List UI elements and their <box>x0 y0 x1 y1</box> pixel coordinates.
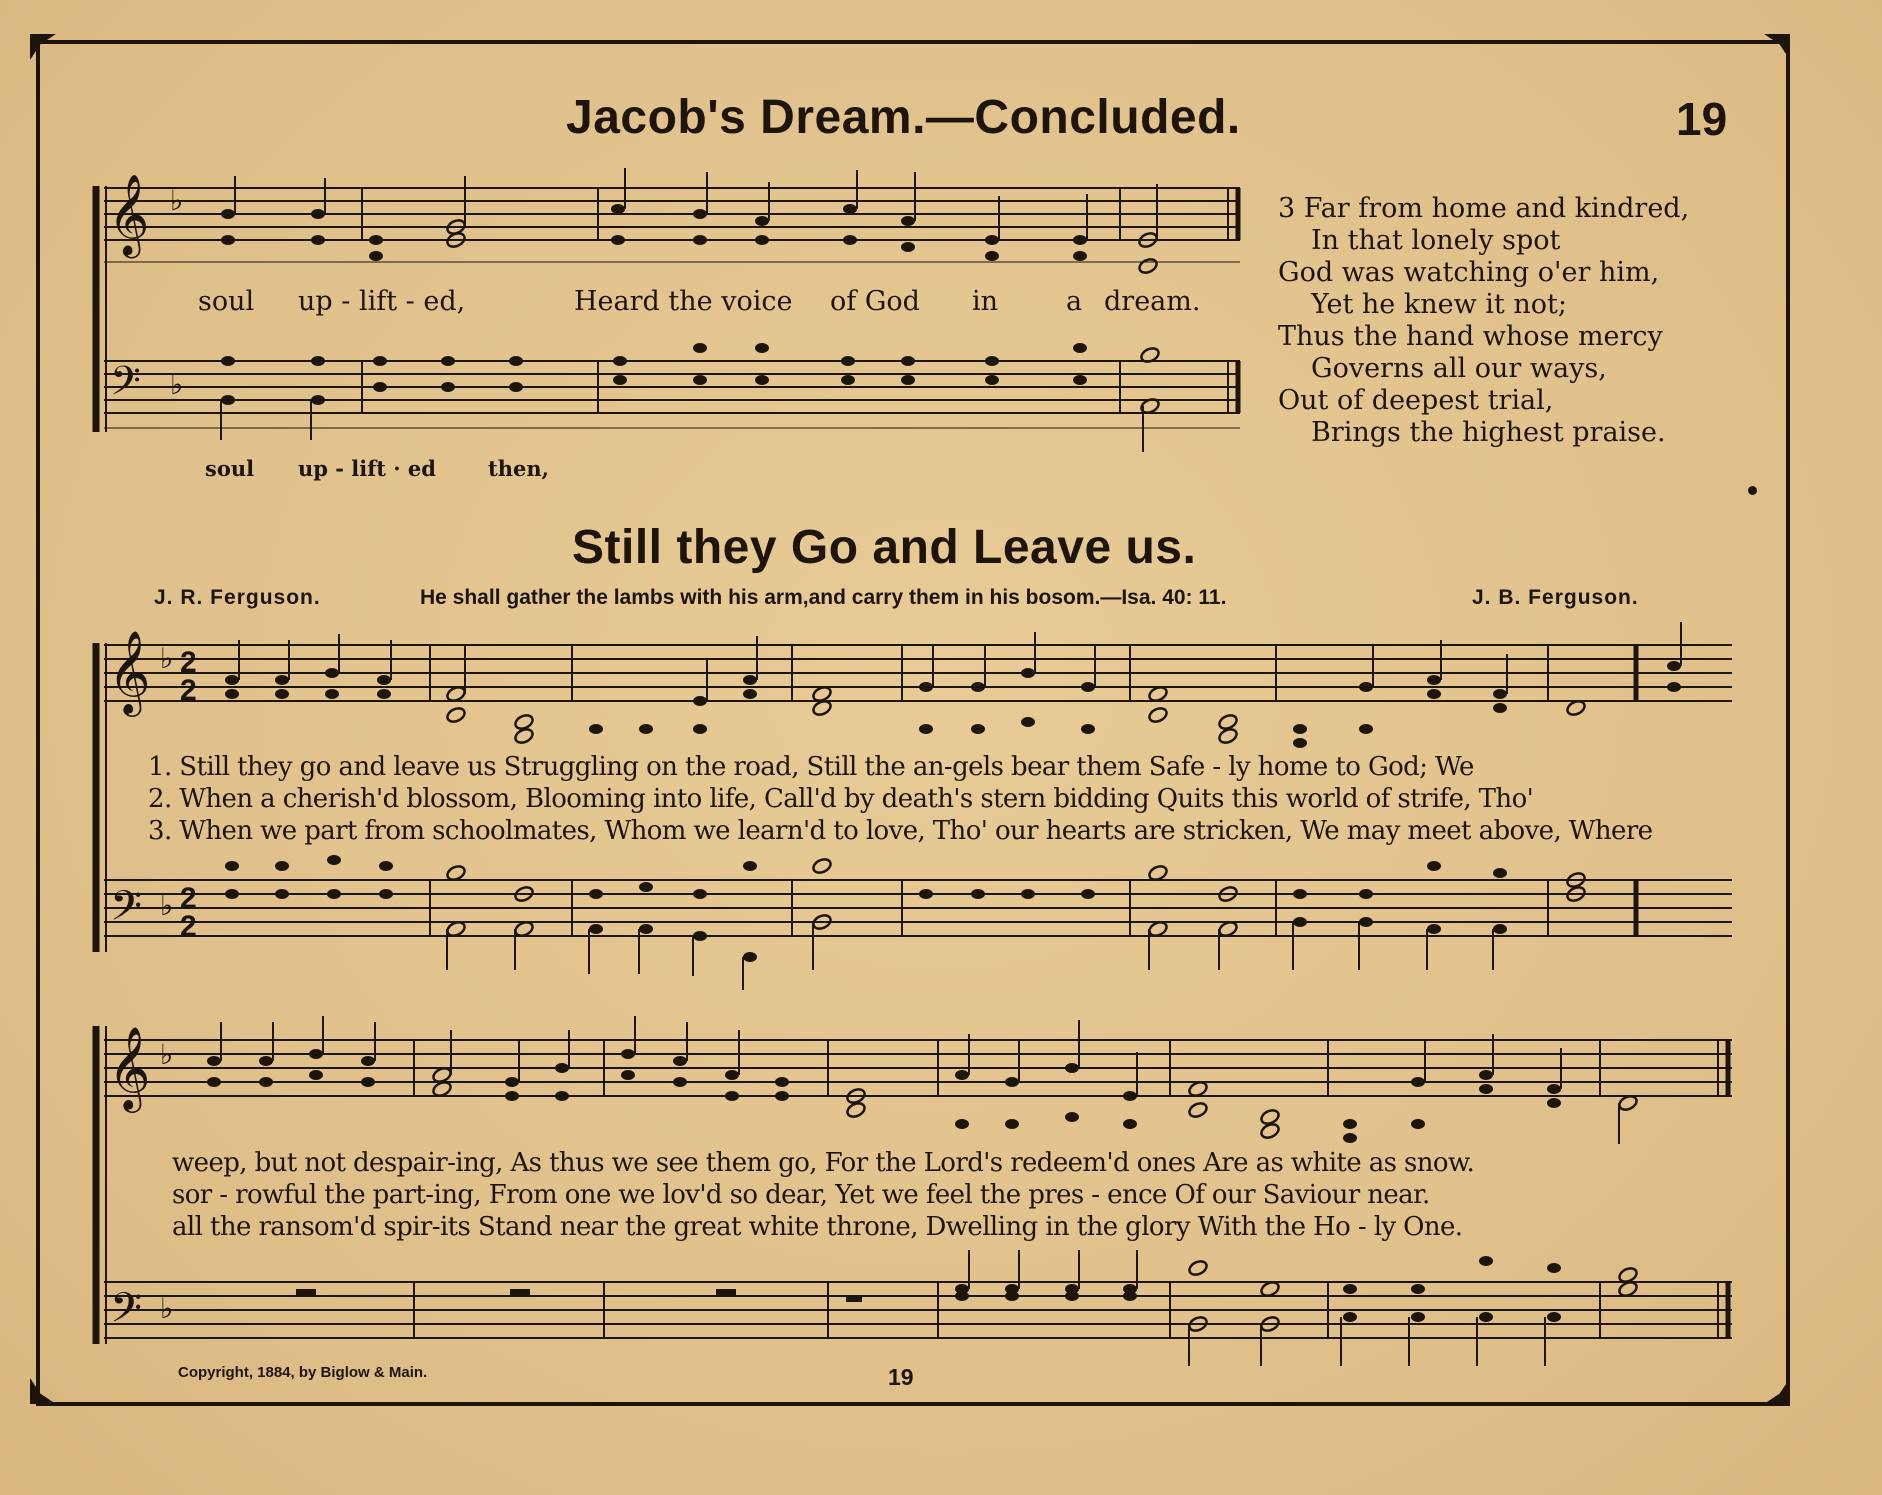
jacob-treble-lyric-5: in <box>972 286 999 317</box>
jacob-bass-lyric-1: soul <box>205 456 255 481</box>
stanza-line: Governs all our ways, <box>1311 353 1607 384</box>
verse-1-line-b: weep, but not despair-ing, As thus we see them go, For the Lord's redeem'd ones Are as white as snow. <box>172 1148 1475 1178</box>
verse-3-line-b: all the ransom'd spir-its Stand near the great white throne, Dwelling in the glory With the Ho - ly One. <box>172 1212 1463 1242</box>
composer-credit: J. B. Ferguson. <box>1472 586 1639 609</box>
jacob-treble-lyric-3: Heard the voice <box>574 286 793 317</box>
svg-text:♭: ♭ <box>160 642 174 675</box>
stanza-line: 3 Far from home and kindred, <box>1278 193 1690 224</box>
svg-text:𝄢: 𝄢 <box>110 358 141 414</box>
verse-2-line-b: sor - rowful the part-ing, From one we lov'd so dear, Yet we feel the pres - ence Of our Saviour near. <box>172 1180 1430 1210</box>
verse-3-line-a: 3. When we part from schoolmates, Whom we learn'd to love, Tho' our hearts are stricken, We may meet above, Where <box>148 816 1653 846</box>
svg-text:♭: ♭ <box>170 184 184 217</box>
hymn-title: Still they Go and Leave us. <box>572 521 1197 574</box>
footer-page-number: 19 <box>888 1364 914 1390</box>
jacob-bass-lyric-3: then, <box>488 456 549 481</box>
stanza-line: Thus the hand whose mercy <box>1278 321 1663 352</box>
scripture-epigraph: He shall gather the lambs with his arm,and carry them in his bosom.—Isa. 40: 11. <box>420 586 1227 609</box>
svg-text:♭: ♭ <box>160 889 174 922</box>
svg-text:♭: ♭ <box>170 368 184 401</box>
page-title: Jacob's Dream.—Concluded. <box>566 91 1241 144</box>
jacob-treble-lyric-1: soul <box>198 286 255 317</box>
jacob-treble-lyric-4: of God <box>830 286 920 317</box>
stanza-line: God was watching o'er him, <box>1278 257 1660 288</box>
stanza-line: Brings the highest praise. <box>1311 417 1666 448</box>
stanza-line: Out of deepest trial, <box>1278 385 1554 416</box>
svg-text:♭: ♭ <box>160 1038 174 1071</box>
jacob-treble-lyric-2: up - lift - ed, <box>298 286 466 317</box>
svg-text:2: 2 <box>180 910 197 943</box>
lyricist-credit: J. R. Ferguson. <box>154 586 321 609</box>
svg-text:𝄞: 𝄞 <box>108 173 150 255</box>
jacob-treble-lyric-7: dream. <box>1104 286 1201 317</box>
stanza-line: Yet he knew it not; <box>1311 289 1567 320</box>
svg-text:2: 2 <box>180 882 197 915</box>
verse-1-line-a: 1. Still they go and leave us Struggling on the road, Still the an-gels bear them Safe - ly home to God; We <box>148 752 1474 782</box>
svg-text:♭: ♭ <box>160 1292 174 1325</box>
page-number: 19 <box>1676 93 1728 145</box>
copyright-notice: Copyright, 1884, by Biglow & Main. <box>178 1364 428 1381</box>
svg-text:𝄢: 𝄢 <box>110 882 143 940</box>
svg-text:𝄢: 𝄢 <box>110 1284 143 1342</box>
svg-text:2: 2 <box>180 646 197 679</box>
jacob-treble-lyric-6: a <box>1066 286 1083 317</box>
svg-text:𝄞: 𝄞 <box>108 629 151 713</box>
svg-text:2: 2 <box>180 674 197 707</box>
still-bass-staff-2 <box>104 1282 1732 1338</box>
verse-2-line-a: 2. When a cherish'd blossom, Blooming into life, Call'd by death's stern bidding Quits this world of strife, Tho' <box>148 784 1534 814</box>
jacob-bass-lyric-2: up - lift · ed <box>298 456 436 481</box>
stanza-line: In that lonely spot <box>1311 225 1561 256</box>
svg-text:𝄞: 𝄞 <box>108 1025 151 1109</box>
